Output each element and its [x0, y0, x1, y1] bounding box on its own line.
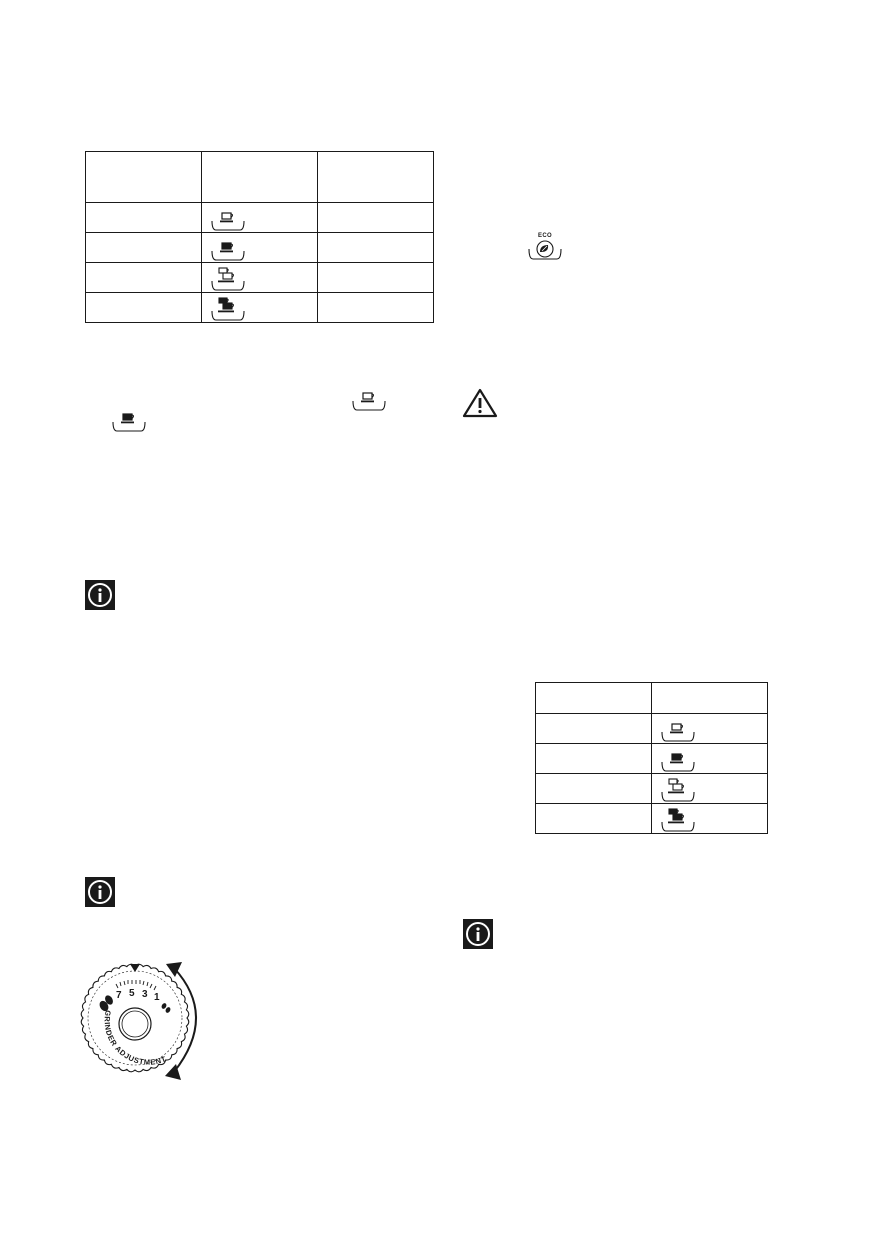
double-cup-small-icon: [661, 777, 695, 803]
table-cell: [536, 744, 652, 774]
fine-bean-icon: [161, 1002, 172, 1013]
dial-number: 3: [142, 989, 148, 1000]
table-row: [536, 714, 768, 744]
table-row: [86, 293, 434, 323]
table-cell: [202, 293, 318, 323]
table-row: [536, 774, 768, 804]
table-row: [86, 203, 434, 233]
dial-label: GRINDER ADJUSTMENT: [102, 1009, 168, 1067]
table-cell: [202, 263, 318, 293]
table-cell: [318, 263, 434, 293]
table-cell: [652, 744, 768, 774]
warning-icon: [462, 387, 498, 419]
table-cell: [652, 774, 768, 804]
rotation-arrow-icon: [165, 962, 196, 1080]
table-row: [86, 263, 434, 293]
table-cell: [318, 293, 434, 323]
dial-number: 1: [154, 992, 160, 1003]
table-cell: [652, 714, 768, 744]
single-cup-small-icon: [352, 390, 386, 412]
double-cup-large-icon: [211, 296, 245, 322]
table-row: [536, 744, 768, 774]
table-cell: [318, 203, 434, 233]
table-cell: [86, 233, 202, 263]
info-icon: [463, 919, 493, 949]
double-cup-small-icon: [211, 266, 245, 292]
table-header-cell: [318, 152, 434, 203]
info-icon: [85, 877, 115, 907]
table-header-row: [86, 152, 434, 203]
table-header-cell: [536, 683, 652, 714]
table-cell: [536, 774, 652, 804]
table-row: [86, 233, 434, 263]
dial-number: 5: [129, 988, 135, 999]
table-cell: [536, 714, 652, 744]
grinder-adjustment-dial[interactable]: [78, 950, 228, 1090]
single-cup-large-icon: [211, 240, 245, 262]
double-cup-large-icon: [661, 807, 695, 833]
single-cup-small-icon: [211, 210, 245, 232]
eco-leaf-icon: [528, 239, 562, 265]
cup-size-table-left: [85, 151, 434, 323]
table-cell: [86, 293, 202, 323]
table-header-row: [536, 683, 768, 714]
single-cup-small-icon: [661, 721, 695, 743]
table-cell: [86, 263, 202, 293]
eco-button: [528, 233, 564, 265]
table-cell: [202, 203, 318, 233]
table-header-cell: [86, 152, 202, 203]
info-icon: [85, 580, 115, 610]
coarse-bean-icon: [98, 994, 115, 1013]
single-cup-large-icon: [112, 411, 146, 433]
table-cell: [86, 203, 202, 233]
dial-number: 7: [116, 990, 122, 1001]
table-cell: [318, 233, 434, 263]
table-cell: [536, 804, 652, 834]
eco-label: ECO: [538, 233, 552, 239]
table-row: [536, 804, 768, 834]
table-cell: [202, 233, 318, 263]
cup-size-table-right: [535, 682, 768, 834]
table-header-cell: [652, 683, 768, 714]
table-header-cell: [202, 152, 318, 203]
single-cup-large-icon: [661, 751, 695, 773]
table-cell: [652, 804, 768, 834]
